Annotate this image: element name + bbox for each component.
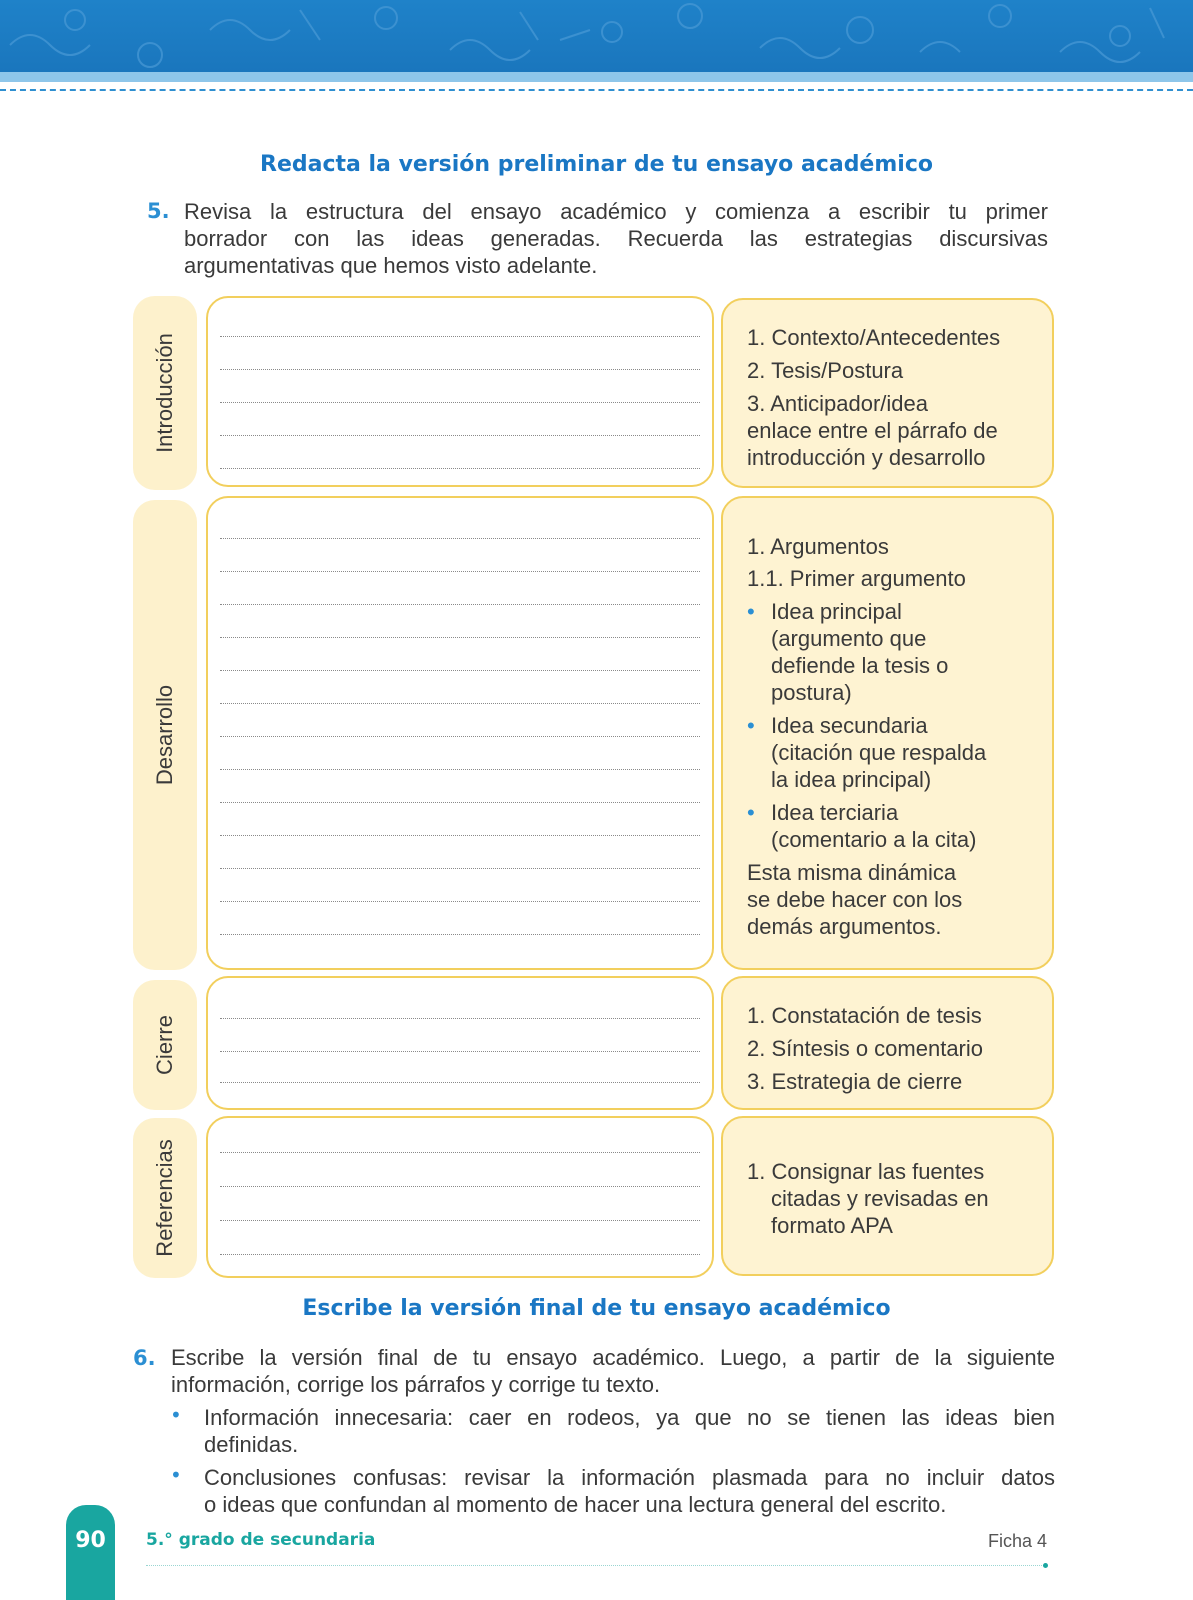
guide-des-bullet-1: • Idea principal [771,598,1038,625]
guide-introduccion [721,298,1054,488]
guide-des-bullet-1-l4: postura) [771,680,852,705]
writing-line [220,736,700,737]
guide-ref-1: 1. Consignar las fuentes [747,1159,985,1184]
writing-line [220,1186,700,1187]
item-number-6: 6. [133,1346,156,1370]
write-area-referencias[interactable] [206,1116,714,1278]
writing-line [220,1254,700,1255]
writing-line [220,868,700,869]
header-band [0,0,1193,72]
guide-des-bullet-1-l3: defiende la tesis o [771,653,949,678]
guide-des-item-1: 1. Argumentos [747,534,889,559]
guide-intro-3c: introducción y desarrollo [747,445,986,470]
guide-cierre-3: 3. Estrategia de cierre [747,1069,963,1094]
item-6-line-2: información, corrige los párrafos y corrige tu texto. [171,1372,661,1397]
footer-ficha: Ficha 4 [987,1531,1047,1551]
label-introduccion [133,296,197,490]
write-area-desarrollo[interactable] [206,496,714,970]
writing-line [220,402,700,403]
header-divider [0,89,1193,91]
label-desarrollo [133,500,197,970]
label-cierre-text: Cierre [152,1015,177,1075]
writing-line [220,1082,700,1083]
guide-des-bullet-2-l3: la idea principal) [771,767,932,792]
guide-desarrollo [721,496,1054,970]
label-desarrollo-text: Desarrollo [152,684,177,786]
footer-grade: 5.° grado de secundaria [146,1530,376,1550]
header-stripe [0,72,1193,82]
writing-line [220,1220,700,1221]
bullet-1-line-1: Información innecesaria: caer en rodeos, ya que no se tienen las ideas bien [204,1405,1055,1430]
item-5-line-1: Revisa la estructura del ensayo académico y comienza a escribir tu primer [184,199,1048,224]
writing-line [220,703,700,704]
writing-line [220,369,700,370]
writing-line [220,336,700,337]
writing-line [220,802,700,803]
page-number: 90 [75,1528,106,1553]
guide-cierre [721,976,1054,1110]
guide-intro-3b: enlace entre el párrafo de [747,418,998,443]
writing-line [220,1152,700,1153]
item-number-5: 5. [147,199,170,223]
guide-des-bullet-1-l2: (argumento que [771,626,927,651]
label-referencias-text: Referencias [152,1139,177,1257]
writing-line [220,769,700,770]
writing-line [220,637,700,638]
writing-line [220,538,700,539]
guide-des-item-2: 1.1. Primer argumento [747,566,966,591]
bullet-2-line-2: o ideas que confundan al momento de hacer una lectura general del escrito. [204,1492,947,1517]
bullet-dot: • [170,1403,182,1427]
writing-line [220,435,700,436]
bullet-2-line-1: Conclusiones confusas: revisar la información plasmada para no incluir datos [204,1465,1055,1490]
guide-des-closing-3: demás argumentos. [747,914,942,939]
guide-intro-1: 1. Contexto/Antecedentes [747,325,1001,350]
section-heading-final: Escribe la versión final de tu ensayo académico [302,1296,891,1321]
label-cierre [133,980,197,1110]
item-5-line-2: borrador con las ideas generadas. Recuerda las estrategias discursivas [184,226,1048,251]
guide-ref-1-l2: citadas y revisadas en [771,1186,989,1211]
writing-line [220,571,700,572]
bullet-dot: • [170,1463,182,1487]
guide-intro-3: 3. Anticipador/idea [747,391,929,416]
write-area-introduccion[interactable] [206,296,714,487]
guide-des-bullet-3-l2: (comentario a la cita) [771,827,977,852]
writing-line [220,1018,700,1019]
guide-des-bullet-3: • Idea terciaria [771,799,1038,826]
guide-intro-2: 2. Tesis/Postura [747,358,904,383]
doodle-pattern [0,0,1193,72]
guide-des-bullet-2: • Idea secundaria [771,712,1038,739]
guide-des-closing-1: Esta misma dinámica [747,860,957,885]
writing-line [220,468,700,469]
writing-line [220,835,700,836]
label-referencias [133,1118,197,1278]
write-area-cierre[interactable] [206,976,714,1110]
guide-des-bullet-2-l2: (citación que respalda [771,740,987,765]
guide-referencias [721,1116,1054,1276]
bullet-1-line-2: definidas. [204,1432,299,1457]
guide-des-closing-2: se debe hacer con los [747,887,963,912]
writing-line [220,1051,700,1052]
guide-cierre-1: 1. Constatación de tesis [747,1003,982,1028]
label-introduccion-text: Introducción [152,333,177,453]
item-6-line-1: Escribe la versión final de tu ensayo académico. Luego, a partir de la siguiente [171,1345,1055,1370]
footer-dot [1043,1563,1048,1568]
writing-line [220,670,700,671]
writing-line [220,901,700,902]
section-heading-preliminary: Redacta la versión preliminar de tu ensayo académico [260,152,933,177]
guide-cierre-2: 2. Síntesis o comentario [747,1036,984,1061]
writing-line [220,604,700,605]
writing-line [220,934,700,935]
footer-divider [146,1565,1046,1566]
item-5-line-3: argumentativas que hemos visto adelante. [184,253,598,278]
guide-ref-1-l3: formato APA [771,1213,893,1238]
